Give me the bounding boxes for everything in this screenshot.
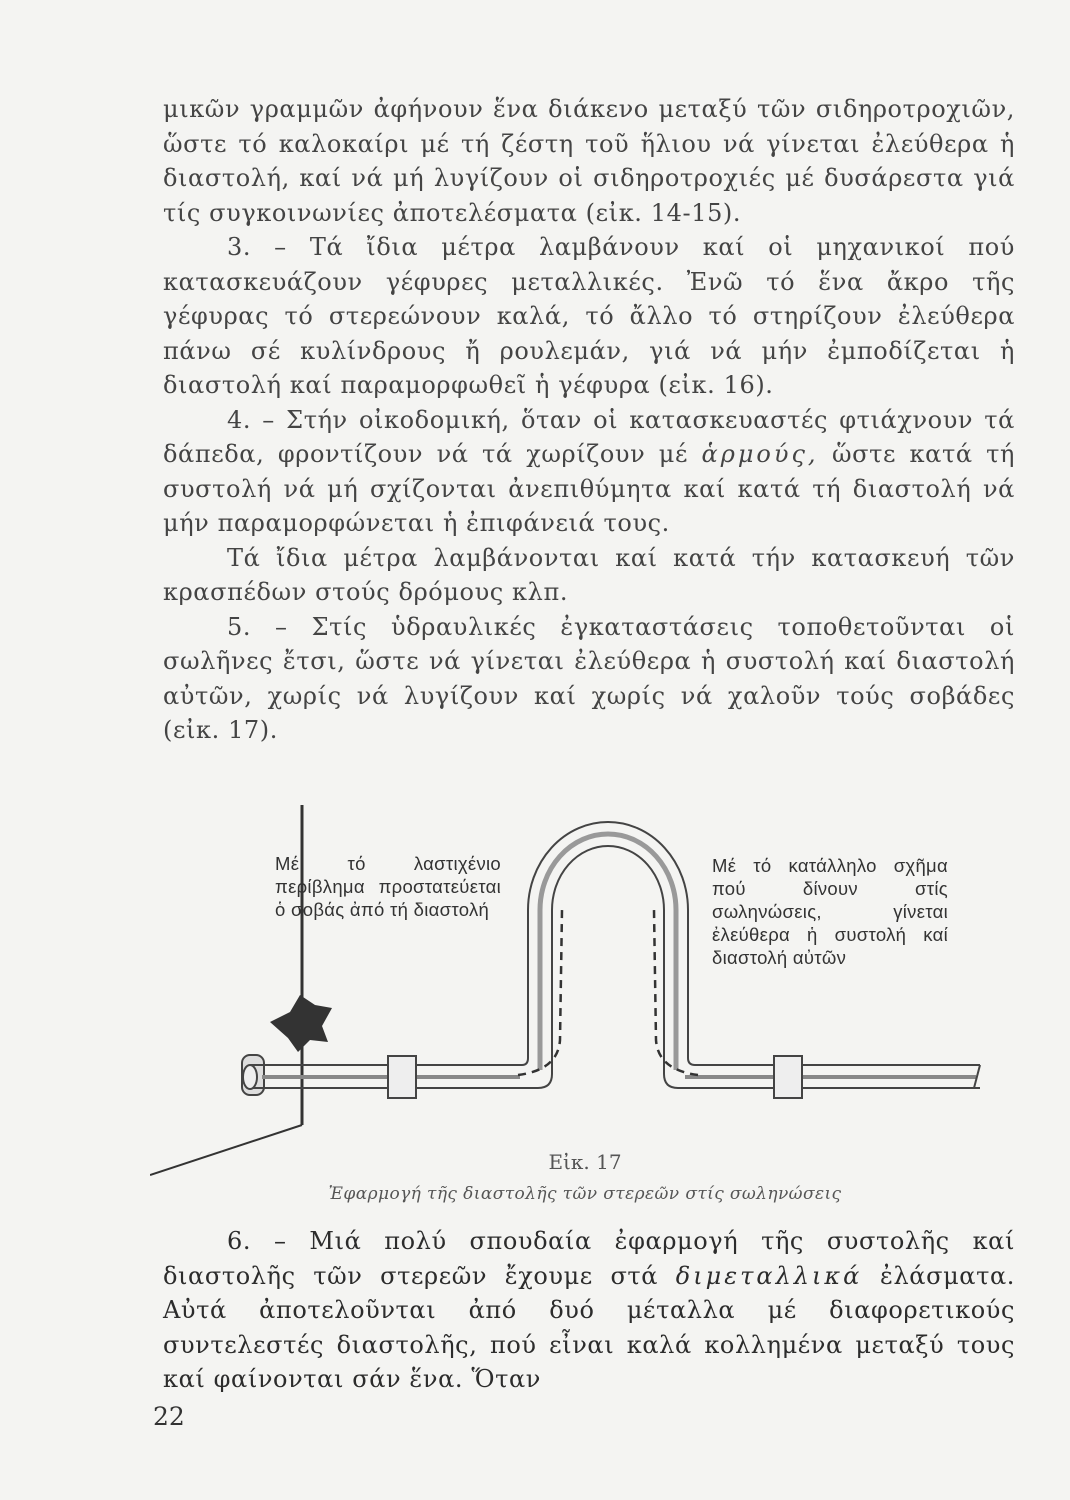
paragraph-6-start: 6. – Μιά πολύ σπουδαία ἐφαρμογή τῆς συστολῆς καί διαστολῆς τῶν στερεῶν ἔχουμε στά [163, 1227, 1015, 1290]
paragraph-curbs: Τά ἴδια μέτρα λαμβάνονται καί κατά τήν κατασκευή τῶν κρασπέδων στούς δρόμους κλπ. [163, 543, 1015, 606]
pipe-coupling-left [388, 1056, 416, 1098]
pipe-end-left [243, 1065, 257, 1089]
paragraph-4-start: 4. – Στήν οἰκοδομική, ὅταν οἱ κατασκευαστές φτιάχνουν τά δάπεδα, φροντίζουν νά τά χωρίζουν μέ [163, 405, 1015, 468]
paragraph-4-emphasis: ἁρμούς, [701, 440, 819, 468]
paragraph-4-rest: ὥστε κατά τή συστολή νά μή σχίζονται ἀνεπιθύμητα καί κατά τή διαστολή νά μήν παραμορφώνεται ἡ ἐπιφάνειά τους. [163, 440, 1015, 537]
plaster-piece-icon [270, 995, 332, 1052]
figure-caption: Ἐφαρμογή τῆς διαστολῆς τῶν στερεῶν στίς σωληνώσεις [328, 1184, 842, 1204]
paragraph-5: 5. – Στίς ὑδραυλικές ἐγκαταστάσεις τοποθετοῦνται οἱ σωλῆνες ἔτσι, ὥστε νά γίνεται ἐλεύθερα ἡ συστολή καί διαστολή αὐτῶν, χωρίς νά λυγίζουν καί χωρίς νά χαλοῦν τούς σοβάδες (εἰκ. 17). [163, 612, 1015, 744]
callout-rubber-sleeve: Μέ τό λαστιχένιο περίβλημα προστατεύεται ὁ σοβάς ἀπό τή διαστολή [275, 853, 501, 920]
paragraph-6-rest: ἐλάσματα. Αὐτά ἀποτελοῦνται ἀπό δυό μέταλλα μέ διαφορετικούς συντελεστές διαστολῆς, πού εἶναι καλά κολλημένα μεταξύ τους καί φαίνονται σάν ἕνα. Ὅταν [163, 1261, 1016, 1393]
paragraph-6 [163, 1224, 1015, 1397]
paragraph-4 [163, 403, 1015, 541]
callout-pipe-shape: Μέ τό κατάλληλο σχῆμα πού δίνουν στίς σωληνώσεις, γίνεται ἐλεύθερα ἡ συστολή καί διαστολή αὐτῶν [712, 855, 948, 968]
body-text-bottom [163, 1224, 1015, 1397]
page-number: 22 [153, 1402, 185, 1431]
body-text-top [163, 92, 1015, 748]
figure-17 [150, 790, 1020, 1210]
paragraph-continuation: μικῶν γραμμῶν ἀφήνουν ἕνα διάκενο μεταξύ τῶν σιδηροτροχιῶν, ὥστε τό καλοκαίρι μέ τή ζέστη τοῦ ἥλιου νά γίνεται ἐλεύθερα ἡ διαστολή, καί νά μή λυγίζουν οἱ σιδηροτροχιές μέ δυσάρεστα γιά τίς συγκοινωνίες ἀποτελέσματα (εἰκ. 14-15). [163, 95, 1015, 227]
figure-number: Εἰκ. 17 [548, 1150, 622, 1174]
pipe-coupling-right [774, 1056, 802, 1098]
paragraph-6-emphasis: διμεταλλικά [675, 1261, 863, 1290]
paragraph-3: 3. – Τά ἴδια μέτρα λαμβάνουν καί οἱ μηχανικοί πού κατασκευάζουν γέφυρες μεταλλικές. Ἐνῶ τό ἕνα ἄκρο τῆς γέφυρας τό στερεώνουν καλά, τό ἄλλο τό στηρίζουν ἐλεύθερα πάνω σέ κυλίνδρους ἤ ρουλεμάν, γιά νά μήν ἐμποδίζεται ἡ διαστολή καί παραμορφωθεῖ ἡ γέφυρα (εἰκ. 16). [163, 233, 1015, 399]
